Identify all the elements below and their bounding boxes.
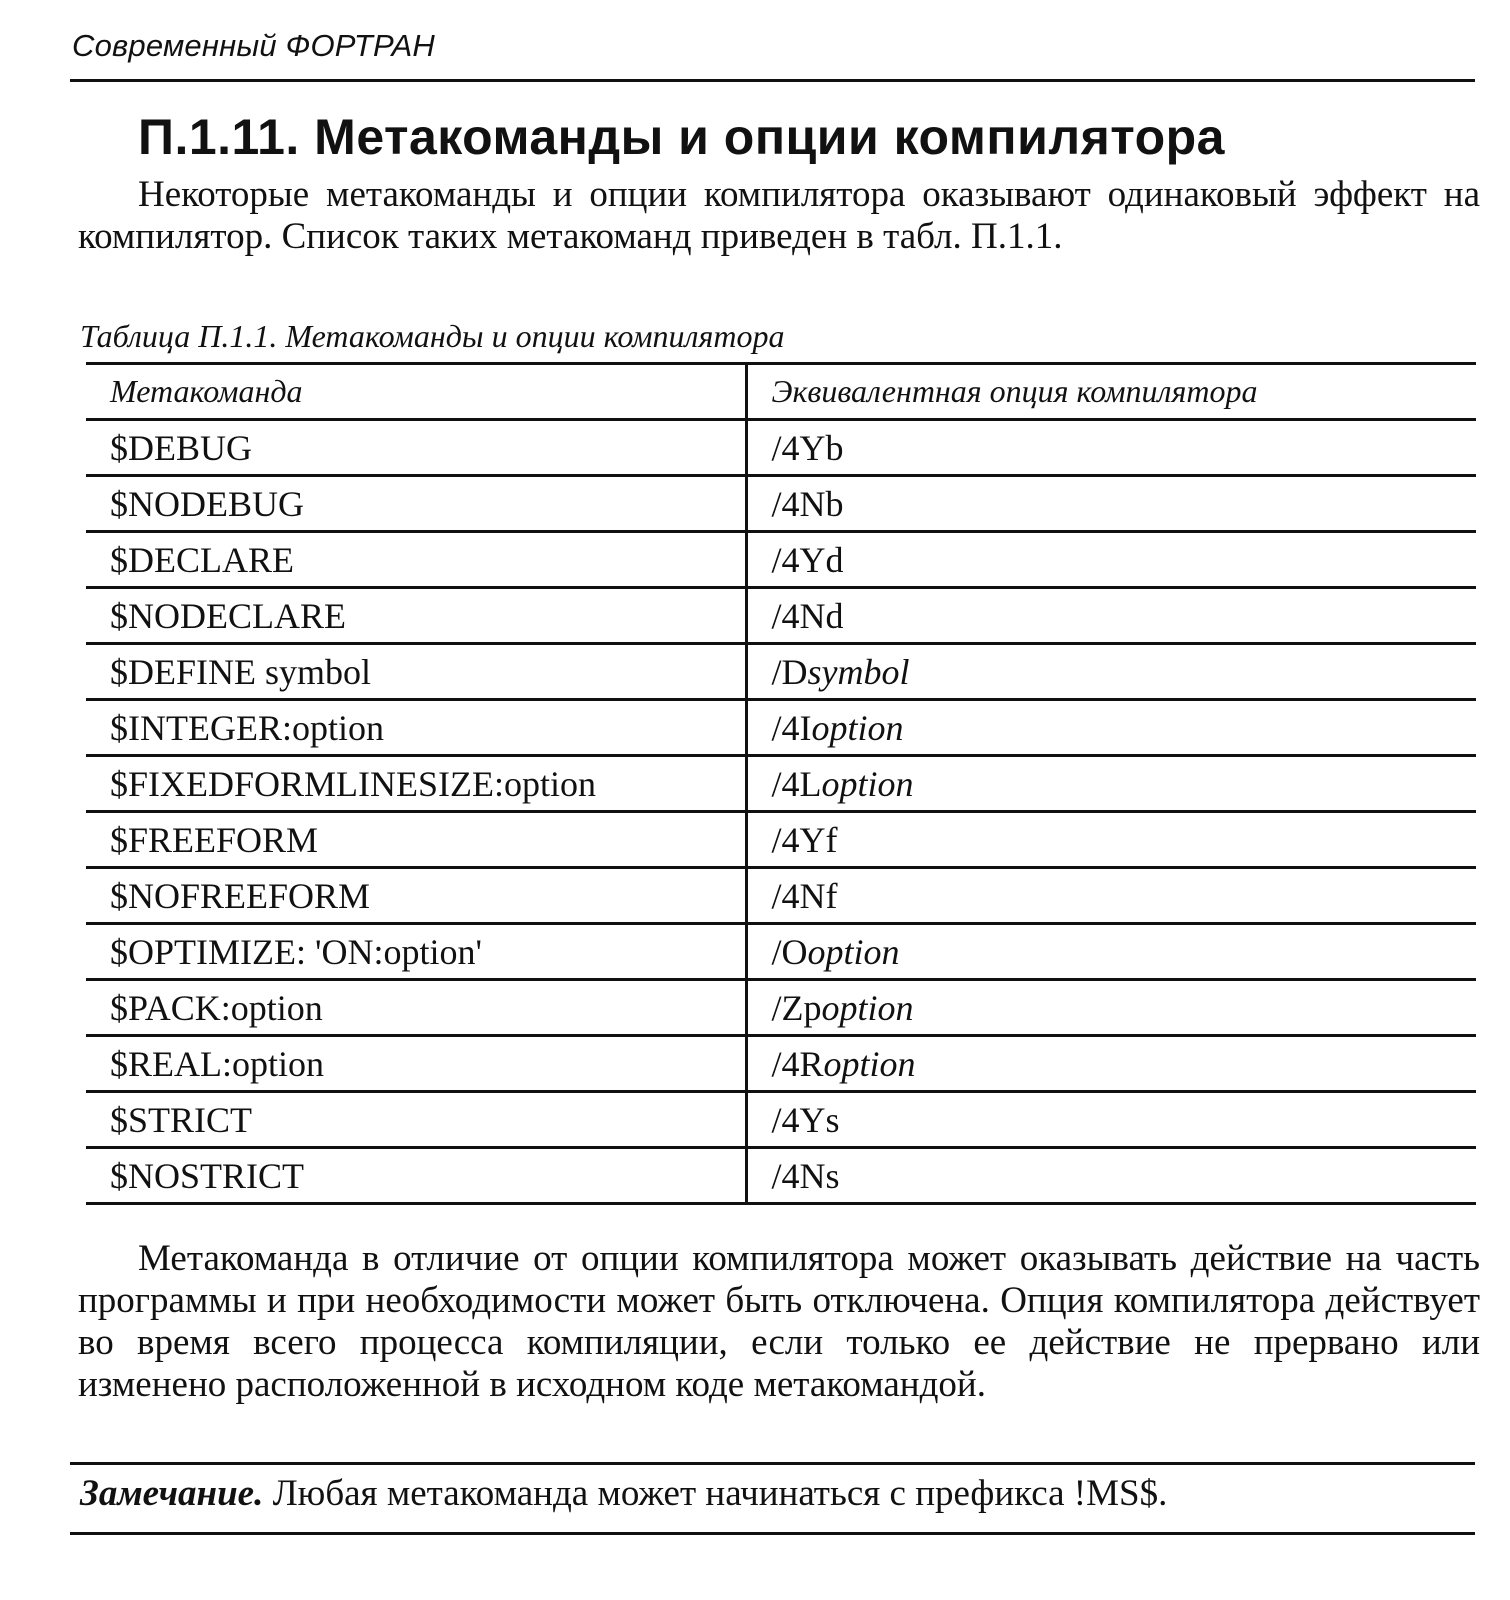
column-header-metacommand: Метакоманда <box>86 364 746 420</box>
metacommand-cell: $DEBUG <box>86 420 746 476</box>
metacommand-table <box>86 362 1476 1205</box>
table-row <box>86 1092 1476 1148</box>
column-header-compiler-option: Эквивалентная опция компилятора <box>746 364 1476 420</box>
option-prefix: /4Ys <box>771 1099 840 1140</box>
metacommand-cell: $DEFINE symbol <box>86 644 746 700</box>
option-argument: option <box>807 931 900 972</box>
compiler-option-cell <box>746 644 1476 700</box>
option-argument: option <box>821 763 914 804</box>
table-row <box>86 532 1476 588</box>
compiler-option-cell <box>746 924 1476 980</box>
running-header: Современный ФОРТРАН <box>72 28 435 63</box>
option-argument: option <box>821 987 914 1028</box>
metacommand-cell: $OPTIMIZE: 'ON:option' <box>86 924 746 980</box>
body-paragraph: Метакоманда в отличие от опции компилятора может оказывать действие на часть программы и при необходимости может быть отключена. Опция компилятора действует во время всего процесса компиляции, если только ее действие не прервано или изменено расположенной в исходном коде метакомандой. <box>78 1238 1480 1405</box>
option-prefix: /4L <box>771 763 822 804</box>
metacommand-cell: $DECLARE <box>86 532 746 588</box>
metacommand-cell: $NOFREEFORM <box>86 868 746 924</box>
table-body <box>86 420 1476 1204</box>
compiler-option-cell <box>746 1148 1476 1204</box>
table-caption: Таблица П.1.1. Метакоманды и опции компилятора <box>80 318 785 354</box>
compiler-option-cell <box>746 812 1476 868</box>
metacommand-cell: $STRICT <box>86 1092 746 1148</box>
table-row <box>86 700 1476 756</box>
compiler-option-cell <box>746 476 1476 532</box>
table-row <box>86 588 1476 644</box>
intro-paragraph: Некоторые метакоманды и опции компилятора оказывают одинаковый эффект на компилятор. Список таких метакоманд приведен в табл. П.1.1. <box>78 174 1480 257</box>
option-prefix: /4Yb <box>771 427 844 468</box>
note-rule-top <box>70 1462 1475 1465</box>
option-prefix: /4Nd <box>771 595 844 636</box>
option-argument: option <box>811 707 904 748</box>
compiler-option-cell <box>746 532 1476 588</box>
table-row <box>86 924 1476 980</box>
metacommand-cell: $NODECLARE <box>86 588 746 644</box>
note <box>80 1472 1167 1515</box>
table-row <box>86 812 1476 868</box>
compiler-option-cell <box>746 700 1476 756</box>
metacommand-cell: $FREEFORM <box>86 812 746 868</box>
compiler-option-cell <box>746 420 1476 476</box>
compiler-option-cell <box>746 588 1476 644</box>
compiler-option-cell <box>746 1092 1476 1148</box>
metacommand-cell: $PACK:option <box>86 980 746 1036</box>
note-rule-bottom <box>70 1532 1475 1535</box>
compiler-option-cell <box>746 756 1476 812</box>
option-prefix: /4Yd <box>771 539 844 580</box>
table-row <box>86 756 1476 812</box>
option-argument: option <box>823 1043 916 1084</box>
option-prefix: /4Nb <box>771 483 844 524</box>
option-prefix: /O <box>771 931 808 972</box>
option-prefix: /4Ns <box>771 1155 840 1196</box>
table-row <box>86 1036 1476 1092</box>
option-prefix: /4Yf <box>771 819 838 860</box>
header-rule <box>70 79 1475 82</box>
table-row <box>86 644 1476 700</box>
note-text: Любая метакоманда может начинаться с префикса !MS$. <box>263 1473 1168 1514</box>
table-row <box>86 420 1476 476</box>
metacommand-cell: $FIXEDFORMLINESIZE:option <box>86 756 746 812</box>
option-prefix: /D <box>771 651 808 692</box>
note-label: Замечание. <box>80 1473 264 1514</box>
table-row <box>86 476 1476 532</box>
table-row <box>86 868 1476 924</box>
section-title: П.1.11. Метакоманды и опции компилятора <box>138 109 1225 165</box>
metacommand-cell: $REAL:option <box>86 1036 746 1092</box>
option-prefix: /4R <box>771 1043 824 1084</box>
compiler-option-cell <box>746 980 1476 1036</box>
table-row <box>86 980 1476 1036</box>
compiler-option-cell <box>746 1036 1476 1092</box>
option-prefix: /4Nf <box>771 875 838 916</box>
option-prefix: /4I <box>771 707 812 748</box>
table-header-row <box>86 364 1476 420</box>
metacommand-cell: $INTEGER:option <box>86 700 746 756</box>
table-row <box>86 1148 1476 1204</box>
metacommand-cell: $NOSTRICT <box>86 1148 746 1204</box>
option-prefix: /Zp <box>771 987 822 1028</box>
metacommand-cell: $NODEBUG <box>86 476 746 532</box>
option-argument: symbol <box>807 651 910 692</box>
compiler-option-cell <box>746 868 1476 924</box>
